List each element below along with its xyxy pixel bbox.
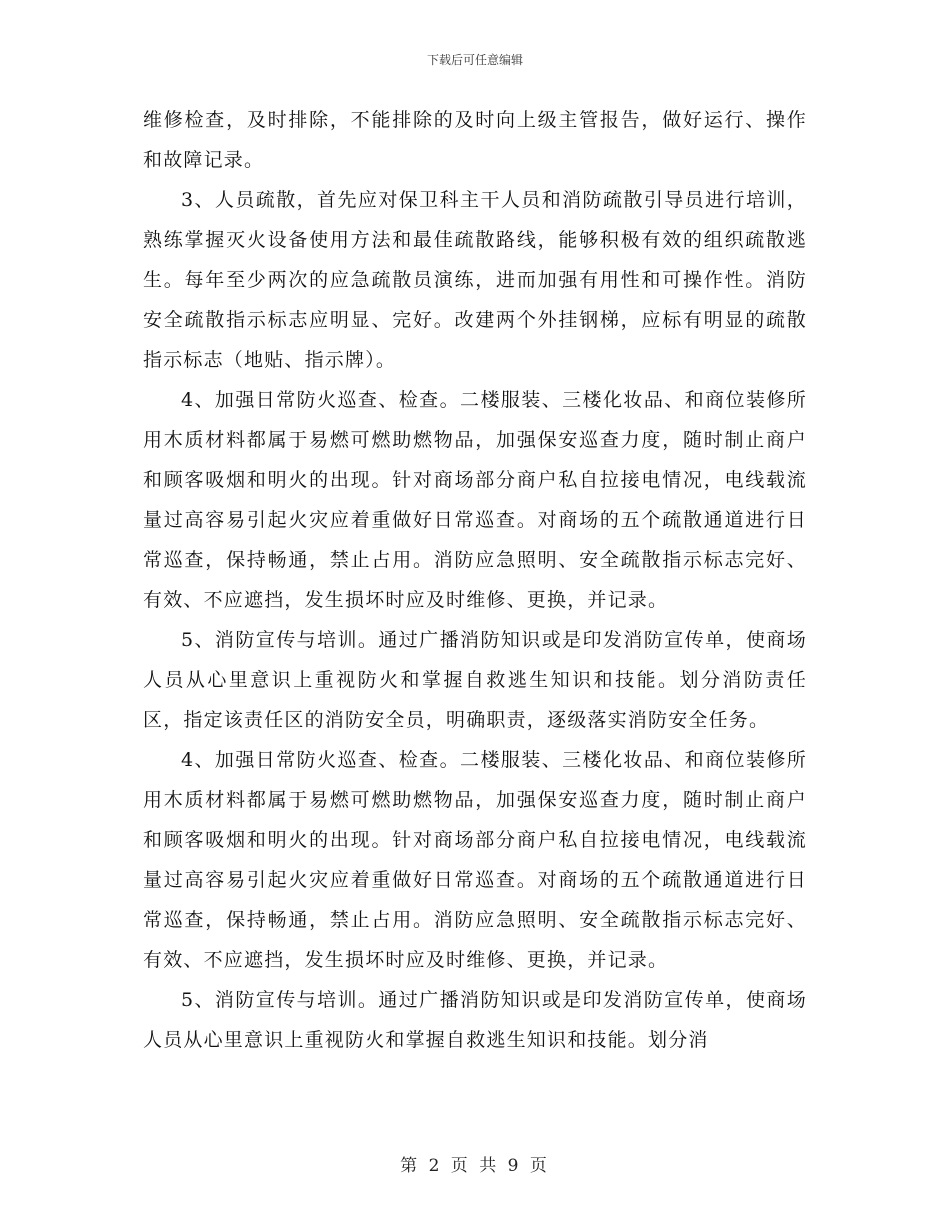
page-header: 下载后可任意编辑 — [426, 53, 523, 67]
document-body — [143, 100, 807, 1060]
paragraph-2: 3、人员疏散，首先应对保卫科主干人员和消防疏散引导员进行培训，熟练掌握灭火设备使用方法和最佳疏散路线，能够积极有效的组织疏散逃生。每年至少两次的应急疏散员演练，进而加强有用性和可操作性。消防安全疏散指示标志应明显、完好。改建两个外挂钢梯，应标有明显的疏散指示标志（地贴、指示牌）。 — [143, 189, 807, 371]
paragraph-3: 4、加强日常防火巡查、检查。二楼服装、三楼化妆品、和商位装修所用木质材料都属于易燃可燃助燃物品，加强保安巡查力度，随时制止商户和顾客吸烟和明火的出现。针对商场部分商户私自拉接电情况，电线载流量过高容易引起火灾应着重做好日常巡查。对商场的五个疏散通道进行日常巡查，保持畅通，禁止占用。消防应急照明、安全疏散指示标志完好、有效、不应遮挡，发生损坏时应及时维修、更换，并记录。 — [143, 389, 807, 611]
paragraph-6: 5、消防宣传与培训。通过广播消防知识或是印发消防宣传单，使商场人员从心里意识上重视防火和掌握自救逃生知识和技能。划分消 — [143, 989, 807, 1051]
page-number: 第 2 页 共 9 页 — [400, 1156, 550, 1176]
paragraph-5: 4、加强日常防火巡查、检查。二楼服装、三楼化妆品、和商位装修所用木质材料都属于易燃可燃助燃物品，加强保安巡查力度，随时制止商户和顾客吸烟和明火的出现。针对商场部分商户私自拉接电情况，电线载流量过高容易引起火灾应着重做好日常巡查。对商场的五个疏散通道进行日常巡查，保持畅通，禁止占用。消防应急照明、安全疏散指示标志完好、有效、不应遮挡，发生损坏时应及时维修、更换，并记录。 — [143, 749, 807, 971]
paragraph-1: 维修检查，及时排除，不能排除的及时向上级主管报告，做好运行、操作和故障记录。 — [143, 109, 807, 171]
paragraph-4: 5、消防宣传与培训。通过广播消防知识或是印发消防宣传单，使商场人员从心里意识上重视防火和掌握自救逃生知识和技能。划分消防责任区，指定该责任区的消防安全员，明确职责，逐级落实消防安全任务。 — [143, 629, 807, 731]
